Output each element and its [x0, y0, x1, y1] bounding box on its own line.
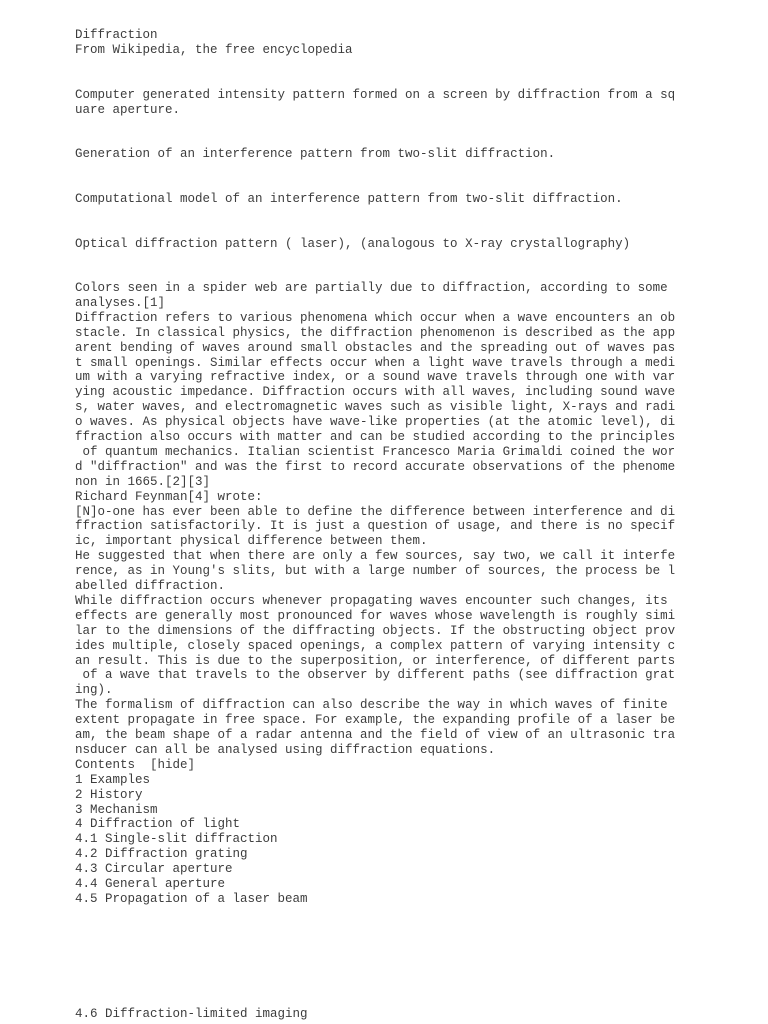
- body-text-line: ying acoustic impedance. Diffraction occurs with all waves, including sound wave: [75, 385, 676, 400]
- body-text-line: an result. This is due to the superposition, or interference, of different parts: [75, 653, 676, 668]
- toc-item[interactable]: 4.5 Propagation of a laser beam: [75, 891, 308, 906]
- body-text-line: non in 1665.[2][3]: [75, 474, 211, 489]
- body-text-line: rence, as in Young's slits, but with a large number of sources, the process be l: [75, 564, 676, 579]
- body-text-line: nsducer can all be analysed using diffraction equations.: [75, 742, 496, 757]
- toc-item[interactable]: 4.6 Diffraction-limited imaging: [75, 1007, 308, 1021]
- image-caption-line: Computer generated intensity pattern formed on a screen by diffraction from a sq: [75, 88, 676, 102]
- body-text-line: lar to the dimensions of the diffracting objects. If the obstructing object prov: [75, 623, 676, 638]
- body-text-line: ic, important physical difference between them.: [75, 534, 428, 549]
- image-caption-line: Computational model of an interference pattern from two-slit diffraction.: [75, 192, 623, 206]
- body-text-line: ides multiple, closely spaced openings, a complex pattern of varying intensity c: [75, 638, 676, 653]
- body-text-line: ing).: [75, 683, 113, 698]
- toc-item[interactable]: 4.3 Circular aperture: [75, 862, 233, 877]
- toc-item[interactable]: 2 History: [75, 787, 143, 802]
- toc-heading[interactable]: Contents [hide]: [75, 757, 196, 772]
- body-text-line: d "diffraction" and was the first to record accurate observations of the phenome: [75, 459, 676, 474]
- body-text-line: abelled diffraction.: [75, 579, 226, 593]
- image-caption-line: Optical diffraction pattern ( laser), (analogous to X-ray crystallography): [75, 237, 631, 251]
- body-text-line: of quantum mechanics. Italian scientist Francesco Maria Grimaldi coined the wor: [75, 444, 676, 459]
- toc-item[interactable]: 1 Examples: [75, 772, 151, 787]
- body-text-line: am, the beam shape of a radar antenna and the field of view of an ultrasonic tra: [75, 728, 676, 742]
- image-caption-line: uare aperture.: [75, 103, 181, 117]
- body-text-line: Richard Feynman[4] wrote:: [75, 489, 263, 504]
- image-caption-line: Generation of an interference pattern from two-slit diffraction.: [75, 147, 556, 161]
- body-text-line: o waves. As physical objects have wave-like properties (at the atomic level), di: [75, 415, 676, 430]
- body-text-line: [N]o-one has ever been able to define the difference between interference and di: [75, 504, 676, 519]
- body-text-line: While diffraction occurs whenever propagating waves encounter such changes, its: [75, 593, 668, 608]
- body-text-line: Diffraction refers to various phenomena which occur when a wave encounters an ob: [75, 310, 676, 325]
- toc-item[interactable]: 3 Mechanism: [75, 802, 158, 817]
- body-text-line: stacle. In classical physics, the diffraction phenomenon is described as the app: [75, 325, 676, 340]
- body-text-line: um with a varying refractive index, or a sound wave travels through one with var: [75, 370, 676, 385]
- toc-item[interactable]: 4 Diffraction of light: [75, 817, 241, 832]
- body-text-line: extent propagate in free space. For example, the expanding profile of a laser be: [75, 713, 676, 728]
- body-text-line: The formalism of diffraction can also describe the way in which waves of finite: [75, 698, 668, 713]
- body-text-line: t small openings. Similar effects occur when a light wave travels through a medi: [75, 355, 676, 370]
- page-subtitle: From Wikipedia, the free encyclopedia: [75, 43, 353, 57]
- body-text-line: Colors seen in a spider web are partially due to diffraction, according to some: [75, 281, 668, 295]
- body-text-line: s, water waves, and electromagnetic waves such as visible light, X-rays and radi: [75, 400, 676, 415]
- body-text-line: ffraction satisfactorily. It is just a question of usage, and there is no specif: [75, 519, 676, 534]
- toc-item[interactable]: 4.4 General aperture: [75, 877, 226, 891]
- toc-item[interactable]: 4.1 Single-slit diffraction: [75, 832, 278, 847]
- body-text-line: arent bending of waves around small obstacles and the spreading out of waves pas: [75, 340, 676, 355]
- body-text-line: He suggested that when there are only a few sources, say two, we call it interfe: [75, 549, 676, 564]
- body-text-line: analyses.[1]: [75, 295, 166, 310]
- toc-item[interactable]: 4.2 Diffraction grating: [75, 847, 248, 862]
- body-text-line: ffraction also occurs with matter and can be studied according to the principles: [75, 430, 676, 444]
- body-text-line: of a wave that travels to the observer by different paths (see diffraction grat: [75, 668, 676, 683]
- body-text-line: effects are generally most pronounced for waves whose wavelength is roughly simi: [75, 608, 676, 623]
- page-title: Diffraction: [75, 28, 158, 42]
